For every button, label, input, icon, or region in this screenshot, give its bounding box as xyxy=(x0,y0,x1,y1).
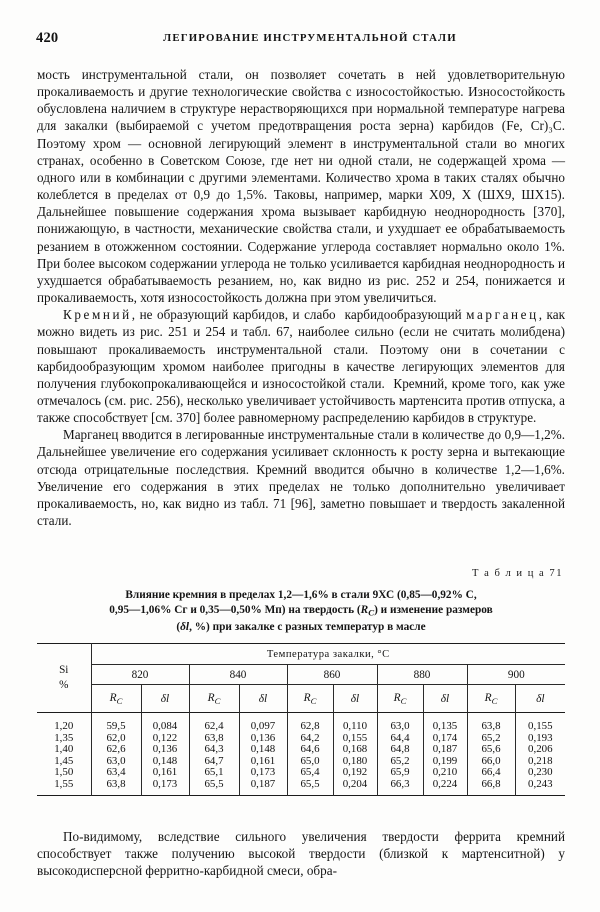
cell-rc-value: 62,8 xyxy=(287,716,333,733)
column-header-temp-820: 820 xyxy=(91,665,189,685)
cell-dl-value: 0,136 xyxy=(141,744,189,756)
cell-dl-value: 0,148 xyxy=(141,756,189,768)
cell-dl-value: 0,155 xyxy=(333,733,377,745)
cell-dl-value: 0,173 xyxy=(239,767,287,779)
paragraph-3-text: Марганец вводится в легированные инструментальные стали в количестве до 0,9—1,2%. Дальнейшее увеличение его содержания усиливает склонность к росту зерна и вытекающие отсюда отрицательные последствия. Кремний вводится обычно в количестве 1,2—1,6%. Увеличение его содержания в этих пределах не только дополнительно увеличивает прокаливаемость, но, как видно из табл. 71 [96], заметно повышает и твердость закаленной стали. xyxy=(37,427,565,529)
cell-rc-value: 62,0 xyxy=(91,733,141,745)
cell-si-value: 1,50 xyxy=(37,767,91,779)
table-caption-rc-symbol: R xyxy=(360,603,369,616)
cell-rc-value: 64,4 xyxy=(377,733,423,745)
cell-rc-value: 65,0 xyxy=(287,756,333,768)
table-header-row-group xyxy=(37,644,565,665)
cell-rc-value: 65,4 xyxy=(287,767,333,779)
paragraph-4-text: По-видимому, вследствие сильного увеличения твердости феррита кремний способствует также получению высокой твердости (близкой к мартенситной) у высокодисперсной ферритно-карбидной смеси, обра- xyxy=(37,829,565,879)
running-head xyxy=(36,30,564,48)
si-label-percent: % xyxy=(59,679,69,692)
table-number-label: Т а б л и ц а 71 xyxy=(471,568,563,579)
cell-rc-value: 62,4 xyxy=(189,716,239,733)
cell-dl-value: 0,148 xyxy=(239,744,287,756)
cell-dl-value: 0,180 xyxy=(333,756,377,768)
subcolumn-header-rc-900 xyxy=(467,685,515,713)
closing-paragraph-block xyxy=(37,828,565,879)
table-71 xyxy=(37,643,565,796)
cell-dl-value: 0,224 xyxy=(423,779,467,796)
subcolumn-header-rc-820 xyxy=(91,685,141,713)
cell-dl-value: 0,173 xyxy=(141,779,189,796)
cell-rc-value: 65,5 xyxy=(287,779,333,796)
cell-rc-value: 65,2 xyxy=(377,756,423,768)
paragraph-1-text: мость инструментальной стали, он позволяет сочетать в ней удовлетворительную прокаливаемость и другие технологические свойства с износостойкостью. Износостойкость обусловлена наличием в структуре нерастворяющихся при нормальной температуре нагрева для закалки (выбираемой с учетом предотвращения роста зерна) карбидов (Fe, Cr)₃C. Поэтому хром — основной легирующий элемент в инструментальной стали во многих странах, особенно в Советском Союзе, где нет ни одной стали, не содержащей хрома — одного или в комбинации с другими элементами. Количество хрома в таких сталях обычно колеблется в пределах от 0,9 до 1,5%. Таковы, например, марки Х09, Х (ШХ9, ШХ15). Дальнейшее повышение содержания хрома вызывает карбидную неоднородность [370], понижающую, в частности, механические свойства стали, и ухудшает ее обрабатываемость резанием в отожженном состоянии. Содержание углерода составляет нормально около 1%. При более высоком содержании углерода не только усиливается карбидная неоднородность и ухудшается обрабатываемость резанием, но, как видно из рис. 252 и 254, понижается и прокаливаемость, хотя износостойкость должна при этом увеличиться. xyxy=(37,67,565,306)
cell-dl-value: 0,084 xyxy=(141,716,189,733)
table-caption-delta-l: δl xyxy=(180,620,190,633)
cell-rc-value: 65,6 xyxy=(467,744,515,756)
page-number: 420 xyxy=(36,30,59,46)
cell-rc-value: 66,4 xyxy=(467,767,515,779)
column-header-quench-temperature: Температура закалки, °С xyxy=(91,644,565,665)
cell-dl-value: 0,187 xyxy=(423,744,467,756)
cell-rc-value: 63,4 xyxy=(91,767,141,779)
paragraph-2: Кремний, не образующий карбидов, и слабо карбидообразующий марганец, как можно видеть из рис. 251 и 254 и табл. 67, наиболее сильно (если не считать молибдена) повышают прокаливаемость инструментальной стали. Поэтому они в сочетании с карбидообразующим хромом наиболее пригодны в качестве легирующих элементов для получения глубокопрокаливающейся и износостойкой стали. Кремний, кроме того, как уже отмечалось (см. рис. 256), несколько увеличивает устойчивость мартенсита против отпуска, а также способствует [см. 370] более равномерному распределению карбидов в структуре. xyxy=(37,307,565,426)
cell-dl-value: 0,187 xyxy=(239,779,287,796)
cell-rc-value: 66,8 xyxy=(467,779,515,796)
cell-dl-value: 0,210 xyxy=(423,767,467,779)
subcolumn-header-dl-840: δl xyxy=(239,685,287,713)
cell-dl-value: 0,204 xyxy=(333,779,377,796)
rc-symbol: R xyxy=(207,692,215,705)
rc-subscript: C xyxy=(491,695,498,706)
table-caption-line-2b: ) и изменение размеров xyxy=(374,603,493,616)
si-label-symbol: Si xyxy=(59,664,69,677)
cell-dl-value: 0,155 xyxy=(528,720,553,733)
rc-symbol: R xyxy=(393,692,401,705)
paragraph-1 xyxy=(37,66,565,306)
table-caption-line-3a: ( xyxy=(176,620,181,633)
cell-dl-value: 0,218 xyxy=(528,754,553,767)
cell-dl-value: 0,174 xyxy=(423,733,467,745)
cell-rc-value: 63,8 xyxy=(91,779,141,796)
subcolumn-header-dl-880: δl xyxy=(423,685,467,713)
cell-dl-value: 0,161 xyxy=(141,767,189,779)
cell-dl-value: 0,122 xyxy=(141,733,189,745)
running-head-title: ЛЕГИРОВАНИЕ ИНСТРУМЕНТАЛЬНОЙ СТАЛИ xyxy=(163,32,457,44)
cell-dl-value: 0,192 xyxy=(333,767,377,779)
cell-rc-value: 66,0 xyxy=(467,756,515,768)
cell-rc-value: 64,3 xyxy=(189,744,239,756)
table-caption xyxy=(37,588,565,634)
rc-subscript: C xyxy=(400,695,407,706)
cell-rc-value: 64,2 xyxy=(287,733,333,745)
cell-si-value: 1,45 xyxy=(37,756,91,768)
column-header-si xyxy=(37,644,91,713)
cell-dl-value: 0,243 xyxy=(528,777,553,790)
table-caption-rc-subscript: C xyxy=(368,607,375,618)
paragraph-4 xyxy=(37,828,565,879)
cell-si-value: 1,35 xyxy=(37,733,91,745)
cell-rc-value: 63,8 xyxy=(189,733,239,745)
rc-subscript: C xyxy=(214,695,221,706)
rc-symbol: R xyxy=(303,692,311,705)
column-header-temp-880: 880 xyxy=(377,665,467,685)
cell-rc-value: 66,3 xyxy=(377,779,423,796)
cell-dl-value: 0,097 xyxy=(239,716,287,733)
table-caption-line-1: Влияние кремния в пределах 1,2—1,6% в стали 9ХС (0,85—0,92% С, xyxy=(125,589,477,601)
subcolumn-header-rc-840 xyxy=(189,685,239,713)
body-text-column xyxy=(37,66,565,529)
cell-rc-value: 63,0 xyxy=(377,716,423,733)
cell-rc-value: 63,0 xyxy=(91,756,141,768)
table-body xyxy=(37,713,565,796)
cell-dl-value: 0,110 xyxy=(333,716,377,733)
subcolumn-header-rc-860 xyxy=(287,685,333,713)
cell-dl-value: 0,136 xyxy=(239,733,287,745)
table-header-row-temps xyxy=(37,665,565,685)
subcolumn-header-dl-820: δl xyxy=(141,685,189,713)
cell-dl-value: 0,168 xyxy=(333,744,377,756)
cell-rc-value: 64,8 xyxy=(377,744,423,756)
column-header-temp-840: 840 xyxy=(189,665,287,685)
table-caption-line-3b: , %) при закалке с разных температур в масле xyxy=(189,620,426,633)
cell-rc-value: 65,9 xyxy=(377,767,423,779)
table-row xyxy=(37,716,565,733)
cell-dl-value: 0,230 xyxy=(528,766,553,779)
table-caption-line-2a: 0,95—1,06% Сг и 0,35—0,50% Мп) на твердость ( xyxy=(109,603,361,616)
rc-subscript: C xyxy=(310,695,317,706)
subcolumn-header-rc-880 xyxy=(377,685,423,713)
cell-dl-value: 0,135 xyxy=(423,716,467,733)
cell-rc-value: 65,1 xyxy=(189,767,239,779)
cell-rc-value: 65,5 xyxy=(189,779,239,796)
cell-rc-value: 62,6 xyxy=(91,744,141,756)
table-71-block xyxy=(37,568,565,796)
cell-rc-value: 59,5 xyxy=(91,716,141,733)
cell-dl-value: 0,206 xyxy=(528,743,553,756)
paragraph-3 xyxy=(37,426,565,529)
cell-si-value: 1,55 xyxy=(37,779,91,796)
cell-dl-value: 0,199 xyxy=(423,756,467,768)
subcolumn-header-dl-900: δl xyxy=(536,692,545,705)
cell-dl-value: 0,193 xyxy=(528,731,553,744)
column-header-temp-900: 900 xyxy=(467,665,565,685)
column-header-temp-860: 860 xyxy=(287,665,377,685)
table-header xyxy=(37,644,565,713)
paragraph-2-lead-manganese: марганец xyxy=(466,307,539,323)
cell-rc-value: 63,8 xyxy=(467,716,515,733)
rc-subscript: C xyxy=(116,695,123,706)
table-row xyxy=(37,779,565,796)
paragraph-2-lead-silicon: Кремний xyxy=(63,307,132,323)
cell-si-value: 1,20 xyxy=(37,716,91,733)
rc-symbol: R xyxy=(109,692,117,705)
cell-rc-value: 65,2 xyxy=(467,733,515,745)
rc-symbol: R xyxy=(484,692,492,705)
table-header-row-subcols xyxy=(37,685,565,713)
subcolumn-header-dl-860: δl xyxy=(333,685,377,713)
cell-rc-value: 64,7 xyxy=(189,756,239,768)
cell-rc-value: 64,6 xyxy=(287,744,333,756)
cell-si-value: 1,40 xyxy=(37,744,91,756)
cell-dl-value: 0,161 xyxy=(239,756,287,768)
